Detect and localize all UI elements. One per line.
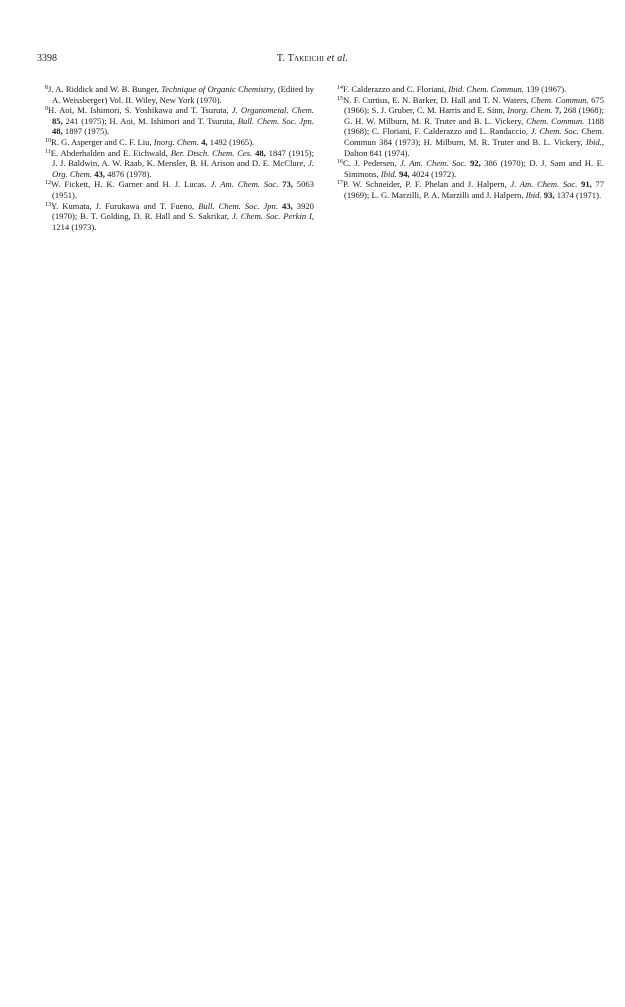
- reference-item: [337, 84, 604, 95]
- running-head-suffix: et al.: [326, 53, 349, 64]
- reference-text: N. F. Curtius, E. N. Barker, D. Hall and T. N. Waters, Chem. Commun. 675 (1966); S. J. Gruber, C. M. Harris and E. Sinn, Inorg. Chem. 7, 268 (1968); G. H. W. Milburn, M. R. Truter and B. L. Vickery, Chem. Commun. 1188 (1968); C. Floriani, F. Calderazzo and L. Randaccio, J. Chem. Soc. Chem. Commun 384 (1973); H. Milburn, M. R. Truter and B. L. Vickery, Ibid., Dalton 841 (1974).: [343, 94, 604, 158]
- reference-item: [337, 95, 604, 159]
- reference-text: W. Fickett, H. K. Garner and H. J. Lucas. J. Am. Chem. Soc. 73, 5063 (1951).: [51, 179, 314, 200]
- reference-text: Y. Kumata, J. Furukawa and T. Fueno, Bull. Chem. Soc. Jpn. 43, 3920 (1970); B. T. Golding, D. R. Hall and S. Sakrikar, J. Chem. Soc. Perkin I, 1214 (1973).: [51, 200, 314, 232]
- reference-text: C. J. Pedersen, J. Am. Chem. Soc. 92, 386 (1970); D. J. Sam and H. E. Simmons, Ibid. 94, 4024 (1972).: [343, 158, 604, 179]
- running-head-author: T. Takeichi: [276, 53, 325, 64]
- reference-number: 8: [45, 85, 48, 91]
- reference-item: [45, 105, 314, 137]
- reference-text: H. Aoi, M. Ishimori, S. Yoshikawa and T. Tsuruta, J. Organometal. Chem. 85, 241 (1975); H. Aoi, M. Ishimori and T. Tsuruta, Bull. Chem. Soc. Jpn. 48, 1897 (1975).: [48, 105, 314, 137]
- reference-number: 10: [45, 137, 51, 144]
- reference-text: P. W. Schneider, P. F. Phelan and J. Halpern, J. Am. Chem. Soc. 91, 77 (1969); L. G. Marzilli, P. A. Marzilli and J. Halpern, Ibid. 93, 1374 (1971).: [343, 179, 604, 200]
- references-right-column: [337, 84, 604, 201]
- reference-number: 12: [45, 180, 51, 187]
- reference-text: E. Abderhalden and E. Eichwald, Ber. Dtsch. Chem. Ces. 48, 1847 (1915); J. J. Baldwin, A. W. Raab, K. Mensler, B. H. Arison and D. E. McClure, J. Org. Chem. 43, 4876 (1978).: [50, 147, 314, 179]
- reference-number: 17: [337, 180, 343, 187]
- reference-item: [45, 179, 314, 200]
- reference-item: [45, 137, 314, 148]
- reference-text: J. A. Riddick and W. B. Bunger, Technique of Organic Chemistry, (Edited by A. Weissberger) Vol. II. Wiley, New York (1970).: [48, 84, 314, 105]
- running-head: [0, 53, 625, 64]
- reference-number: 13: [45, 201, 51, 208]
- reference-text: F. Calderazzo and C. Floriani, Ibid. Chem. Commun. 139 (1967).: [343, 84, 567, 94]
- reference-number: 14: [337, 85, 343, 91]
- reference-item: [337, 179, 604, 200]
- page-number: 3398: [37, 53, 57, 64]
- reference-number: 16: [337, 159, 343, 166]
- reference-number: 9: [45, 106, 48, 113]
- reference-item: [45, 84, 314, 105]
- reference-text: R. G. Asperger and C. F. Liu, Inorg. Chem. 4, 1492 (1965).: [51, 136, 255, 147]
- reference-number: 15: [337, 95, 343, 102]
- reference-item: [45, 201, 314, 233]
- reference-item: [45, 148, 314, 180]
- reference-item: [337, 158, 604, 179]
- references-left-column: [45, 84, 314, 232]
- reference-number: 11: [45, 148, 51, 155]
